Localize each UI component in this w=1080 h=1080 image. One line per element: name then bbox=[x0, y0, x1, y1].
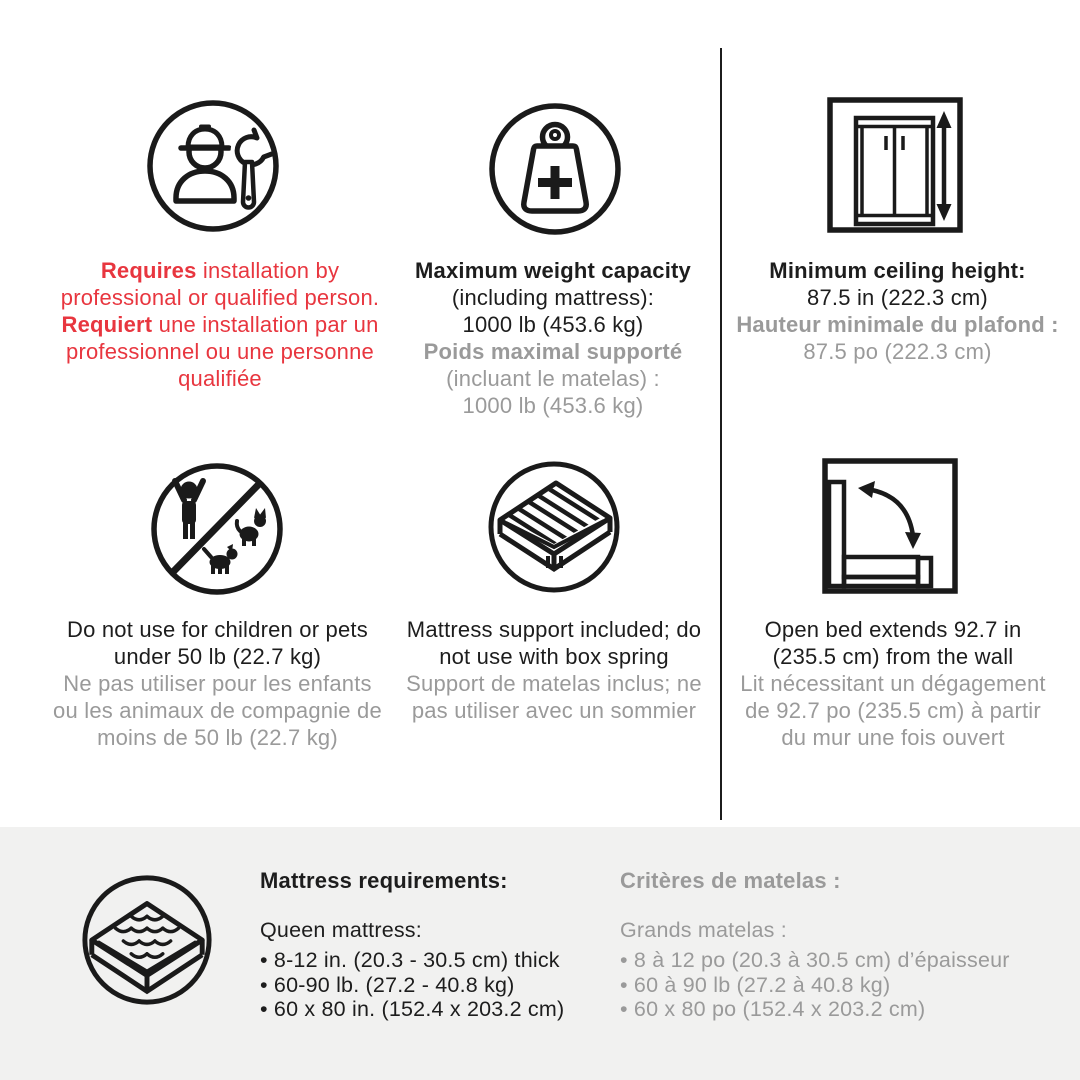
ceiling-line-en-2: 87.5 in (222.3 cm) bbox=[807, 285, 988, 310]
mattress-support-icon bbox=[484, 457, 624, 597]
openbed-caption bbox=[733, 616, 1053, 751]
weight-capacity-icon bbox=[485, 99, 625, 239]
weight-line-en-2: (including mattress): bbox=[451, 285, 655, 310]
mattress-spec-fr-weight: • 60 à 90 lb (27.2 à 40.8 kg) bbox=[620, 973, 1050, 998]
ceiling-title-fr: Hauteur minimale du plafond : bbox=[736, 312, 1059, 337]
support-line-en-2: not use with box spring bbox=[439, 644, 669, 669]
ceiling-line-fr-2: 87.5 po (222.3 cm) bbox=[803, 339, 992, 364]
mattress-requirements-fr bbox=[620, 868, 1050, 1022]
children-line-fr-3: moins de 50 lb (22.7 kg) bbox=[97, 725, 338, 750]
mattress-spec-fr-thickness: • 8 à 12 po (20.3 à 30.5 cm) d’épaisseur bbox=[620, 948, 1050, 973]
no-children-pets-icon bbox=[147, 459, 287, 599]
support-line-fr-2: pas utiliser avec un sommier bbox=[411, 698, 697, 723]
children-line-en-2: under 50 lb (22.7 kg) bbox=[113, 644, 322, 669]
mattress-requirements-en bbox=[260, 868, 600, 1022]
openbed-line-fr-1: Lit nécessitant un dégagement bbox=[740, 671, 1046, 696]
support-caption bbox=[398, 616, 710, 724]
openbed-line-en-2: (235.5 cm) from the wall bbox=[772, 644, 1014, 669]
install-line-1: Requires installation by bbox=[100, 258, 340, 283]
weight-line-en-3: 1000 lb (453.6 kg) bbox=[462, 312, 644, 337]
ceiling-height-icon bbox=[825, 95, 965, 235]
support-line-fr-1: Support de matelas inclus; ne bbox=[406, 671, 702, 696]
mattress-spec-en-thickness: • 8-12 in. (20.3 - 30.5 cm) thick bbox=[260, 948, 600, 973]
mattress-spec-list-fr bbox=[620, 948, 1050, 1022]
children-line-fr-1: Ne pas utiliser pour les enfants bbox=[63, 671, 372, 696]
openbed-line-fr-3: du mur une fois ouvert bbox=[781, 725, 1005, 750]
mattress-icon bbox=[78, 871, 216, 1009]
openbed-line-en-1: Open bed extends 92.7 in bbox=[764, 617, 1022, 642]
weight-title-en: Maximum weight capacity bbox=[414, 258, 691, 283]
vertical-divider bbox=[720, 48, 722, 820]
mattress-spec-list-en bbox=[260, 948, 600, 1022]
mattress-subtitle-en: Queen mattress: bbox=[260, 918, 422, 942]
mattress-title-en: Mattress requirements: bbox=[260, 868, 508, 893]
support-line-en-1: Mattress support included; do bbox=[406, 617, 702, 642]
mattress-spec-fr-size: • 60 x 80 po (152.4 x 203.2 cm) bbox=[620, 997, 1050, 1022]
open-bed-icon bbox=[820, 456, 960, 596]
ceiling-title-en: Minimum ceiling height: bbox=[769, 258, 1026, 283]
mattress-requirements-panel bbox=[0, 827, 1080, 1080]
children-line-fr-2: ou les animaux de compagnie de bbox=[53, 698, 382, 723]
mattress-spec-en-weight: • 60-90 lb. (27.2 - 40.8 kg) bbox=[260, 973, 600, 998]
install-caption bbox=[40, 257, 400, 392]
install-line-3: Requiert une installation par un bbox=[61, 312, 379, 337]
mattress-subtitle-fr: Grands matelas : bbox=[620, 918, 787, 942]
install-line-5: qualifiée bbox=[178, 366, 262, 391]
mattress-title-fr: Critères de matelas : bbox=[620, 868, 841, 893]
mattress-spec-en-size: • 60 x 80 in. (152.4 x 203.2 cm) bbox=[260, 997, 600, 1022]
install-line-2: professional or qualified person. bbox=[60, 285, 380, 310]
weight-caption bbox=[398, 257, 708, 419]
installer-icon bbox=[143, 96, 283, 236]
install-line-4: professionnel ou une personne bbox=[66, 339, 374, 364]
weight-line-fr-2: (incluant le matelas) : bbox=[446, 366, 660, 391]
ceiling-caption bbox=[735, 257, 1060, 365]
weight-line-fr-3: 1000 lb (453.6 kg) bbox=[462, 393, 644, 418]
openbed-line-fr-2: de 92.7 po (235.5 cm) à partir bbox=[745, 698, 1041, 723]
children-caption bbox=[40, 616, 395, 751]
weight-title-fr: Poids maximal supporté bbox=[423, 339, 683, 364]
children-line-en-1: Do not use for children or pets bbox=[67, 617, 368, 642]
